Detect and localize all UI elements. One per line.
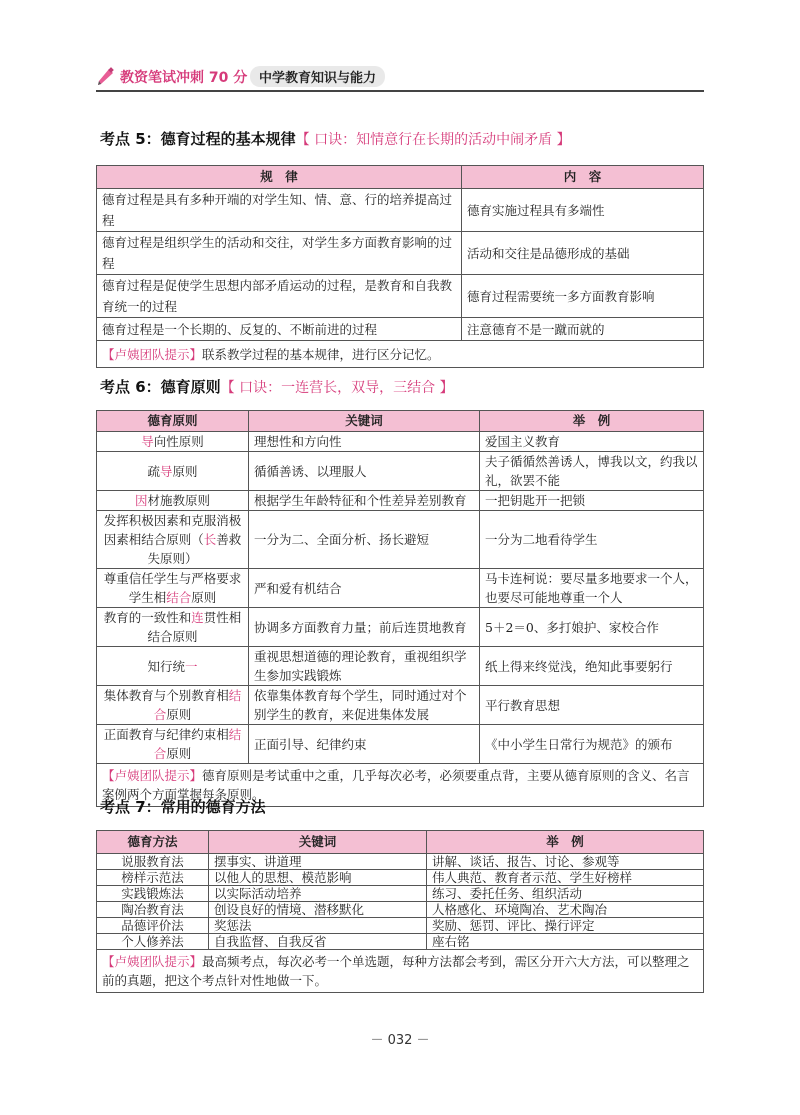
principle-cell (97, 608, 249, 647)
principle-cell (97, 647, 249, 686)
method-cell: 说服教育法 (97, 854, 209, 870)
example-cell: 平行教育思想 (480, 686, 704, 725)
principle-text: 疏 (147, 463, 160, 479)
example-cell: 5＋2＝0、多打娘护、家校合作 (480, 608, 704, 647)
law-cell: 德育过程是具有多种开端的对学生知、情、意、行的培养提高过程 (97, 189, 462, 232)
keyword-cell: 依靠集体教育每个学生，同时通过对个别学生的教育，来促进集体发展 (249, 686, 480, 725)
principle-text: 材施教原则 (147, 493, 211, 508)
section7-table (96, 830, 704, 993)
content-cell: 德育过程需要统一多方面教育影响 (462, 275, 704, 318)
keyword-cell: 创设良好的情境、潜移默化 (209, 902, 427, 918)
principle-text: 集体教育与个别教育相 (103, 688, 229, 703)
table-row (97, 232, 704, 275)
keyword-cell: 以他人的思想、模范影响 (209, 870, 427, 886)
law-cell: 德育过程是一个长期的、反复的、不断前进的过程 (97, 318, 462, 341)
principle-text: 原则 (166, 707, 192, 722)
keyword-cell: 根据学生年龄特征和个性差异差别教育 (249, 491, 480, 511)
table-row (97, 686, 704, 725)
principle-cell (97, 569, 249, 608)
keyword-cell: 理想性和方向性 (249, 432, 480, 452)
table-row (97, 569, 704, 608)
principle-text: 知行统 (147, 658, 185, 674)
keyword-cell: 自我监督、自我反省 (209, 934, 427, 950)
tip-tag: 【卢姨团队提示】 (102, 346, 203, 362)
example-cell: 夫子循循然善诱人，博我以文，约我以礼，欲罢不能 (480, 452, 704, 491)
keyword-cell: 一分为二、全面分析、扬长避短 (249, 511, 480, 569)
tip-text: 联系教学过程的基本规律，进行区分记忆。 (202, 346, 440, 362)
section5-heading: 考点 5：德育过程的基本规律 (100, 130, 296, 148)
keyword-cell: 正面引导、纪律约束 (249, 725, 480, 764)
table-row (97, 725, 704, 764)
principle-cell (97, 452, 249, 491)
section5-mnemonic: 【 口诀：知情意行在长期的活动中闹矛盾 】 (295, 132, 571, 148)
example-cell: 一分为二地看待学生 (480, 511, 704, 569)
example-cell: 奖励、惩罚、评比、操行评定 (427, 918, 704, 934)
principle-highlight: 连 (191, 610, 204, 625)
principle-highlight: 长 (203, 532, 217, 547)
method-cell: 品德评价法 (97, 918, 209, 934)
example-cell: 《中小学生日常行为规范》的颁布 (480, 725, 704, 764)
example-cell: 讲解、谈话、报告、讨论、参观等 (427, 854, 704, 870)
method-cell: 榜样示范法 (97, 870, 209, 886)
method-cell: 个人修养法 (97, 934, 209, 950)
table-row (97, 452, 704, 491)
principle-cell (97, 432, 249, 452)
table-row (97, 432, 704, 452)
book-brand: 教资笔试冲刺 70 分 (120, 70, 248, 86)
section6-title (100, 376, 454, 397)
column-header: 举 例 (480, 411, 704, 432)
section6-heading: 考点 6：德育原则 (100, 378, 221, 396)
example-cell: 纸上得来终觉浅，绝知此事要躬行 (480, 647, 704, 686)
keyword-cell: 以实际活动培养 (209, 886, 427, 902)
example-cell: 爱国主义教育 (480, 432, 704, 452)
principle-text: 向性原则 (153, 434, 204, 449)
content-cell: 活动和交往是品德形成的基础 (462, 232, 704, 275)
example-cell: 伟人典范、教育者示范、学生好榜样 (427, 870, 704, 886)
column-header: 举 例 (427, 831, 704, 854)
method-cell: 实践锻炼法 (97, 886, 209, 902)
keyword-cell: 循循善诱、以理服人 (249, 452, 480, 491)
table-row (97, 491, 704, 511)
principle-highlight: 导 (141, 434, 154, 449)
keyword-cell: 重视思想道德的理论教育，重视组织学生参加实践锻炼 (249, 647, 480, 686)
method-cell: 陶冶教育法 (97, 902, 209, 918)
example-cell: 练习、委托任务、组织活动 (427, 886, 704, 902)
section6-table-block (96, 410, 704, 807)
header-divider (96, 90, 704, 92)
principle-highlight: 结合 (153, 727, 242, 761)
principle-text: 教育的一致性和 (103, 610, 192, 625)
principle-text: 发挥积极因素和克服消极因素相结合原则（ (103, 513, 242, 547)
principle-text: 原则 (191, 590, 217, 605)
example-cell: 一把钥匙开一把锁 (480, 491, 704, 511)
keyword-cell: 协调多方面教育力量；前后连贯地教育 (249, 608, 480, 647)
tip-tag: 【卢姨团队提示】 (102, 768, 203, 783)
section5-table (96, 165, 704, 368)
principle-text: 善救失原则） (147, 532, 242, 566)
principle-highlight: 结合 (153, 688, 242, 722)
keyword-cell: 摆事实、讲道理 (209, 854, 427, 870)
column-header: 规 律 (97, 166, 462, 189)
table-row (97, 318, 704, 341)
table-row (97, 918, 704, 934)
section5-tip (97, 341, 704, 368)
example-cell: 座右铭 (427, 934, 704, 950)
table-row (97, 189, 704, 232)
principle-highlight: 结合 (166, 590, 192, 605)
table-row (97, 886, 704, 902)
column-header: 德育原则 (97, 411, 249, 432)
keyword-cell: 奖惩法 (209, 918, 427, 934)
principle-highlight: 导 (159, 463, 173, 479)
law-cell: 德育过程是促使学生思想内部矛盾运动的过程，是教育和自我教育统一的过程 (97, 275, 462, 318)
table-row (97, 647, 704, 686)
section7-table-block (96, 830, 704, 993)
principle-text: 正面教育与纪律约束相 (103, 727, 229, 742)
section6-table (96, 410, 704, 807)
page-number: － 032 － (370, 1033, 430, 1048)
section5-title (100, 128, 571, 149)
example-cell: 人格感化、环境陶冶、艺术陶冶 (427, 902, 704, 918)
principle-text: 尊重信任学生与严格要求学生相 (103, 571, 242, 605)
table-row (97, 854, 704, 870)
table-row (97, 511, 704, 569)
content-cell: 德育实施过程具有多端性 (462, 189, 704, 232)
example-cell: 马卡连柯说：要尽量多地要求一个人，也要尽可能地尊重一个人 (480, 569, 704, 608)
table-row (97, 934, 704, 950)
section7-title (100, 796, 266, 817)
table-row (97, 275, 704, 318)
column-header: 内 容 (462, 166, 704, 189)
principle-cell (97, 511, 249, 569)
tip-text: 最高频考点，每次必考一个单选题，每种方法都会考到，需区分开六大方法，可以整理之前的真题，把这个考点针对性地做一下。 (102, 954, 690, 988)
table-row (97, 870, 704, 886)
principle-text: 原则 (172, 463, 198, 479)
pencil-icon (96, 66, 116, 86)
principle-text: 贯性相结合原则 (147, 610, 242, 644)
content-cell: 注意德育不是一蹴而就的 (462, 318, 704, 341)
principle-cell (97, 686, 249, 725)
section7-heading: 考点 7：常用的德育方法 (100, 798, 266, 816)
principle-highlight: 一 (185, 658, 198, 674)
principle-cell (97, 491, 249, 511)
principle-highlight: 因 (134, 493, 148, 508)
table-row (97, 608, 704, 647)
table-row (97, 902, 704, 918)
column-header: 关键词 (209, 831, 427, 854)
subject-badge: 中学教育知识与能力 (250, 66, 385, 87)
page-header (96, 62, 704, 92)
tip-text: 德育原则是考试重中之重，几乎每次必考，必须要重点背，主要从德育原则的含义、名言案例两个方面掌握每条原则。 (102, 768, 690, 802)
section5-table-block (96, 165, 704, 368)
principle-text: 原则 (166, 746, 192, 761)
section6-mnemonic: 【 口诀：一连营长，双导，三结合 】 (220, 380, 454, 396)
law-cell: 德育过程是组织学生的活动和交往，对学生多方面教育影响的过程 (97, 232, 462, 275)
column-header: 关键词 (249, 411, 480, 432)
section7-tip (97, 950, 704, 993)
keyword-cell: 严和爱有机结合 (249, 569, 480, 608)
principle-cell (97, 725, 249, 764)
column-header: 德育方法 (97, 831, 209, 854)
tip-tag: 【卢姨团队提示】 (102, 954, 203, 969)
